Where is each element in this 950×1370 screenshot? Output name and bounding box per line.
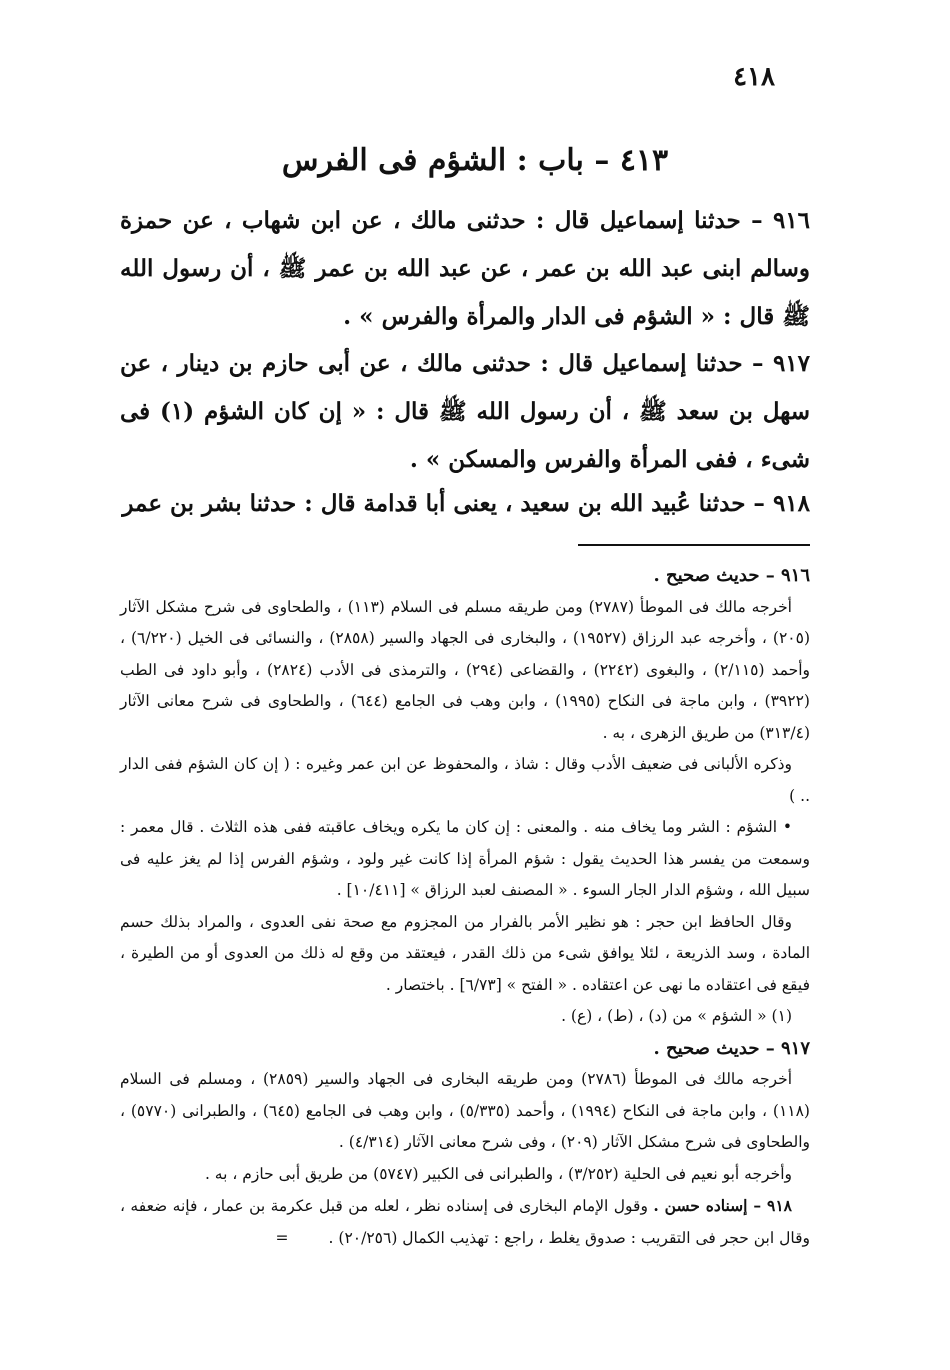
footnote-918-text: وقول الإمام البخارى فى إسناده نظر ، لعله من قبل عكرمة بن عمار ، فإنه ضعفه ، وقال ابن حجر فى التقريب : صدوق يغلط ، راجع : تهذيب الكمال (٢٠/٢٥٦) . [120,1197,810,1247]
footnote-917-sources-2: وأخرجه أبو نعيم فى الحلية (٣/٢٥٢) ، والطبرانى فى الكبير (٥٧٤٧) من طريق أبى حازم ، به . [204,1164,792,1183]
footnote-917-heading: ٩١٧ – حديث صحيح . [653,1037,810,1059]
footnote-916-heading: ٩١٦ – حديث صحيح . [653,565,810,586]
footnote-916-albani: وذكره الألبانى فى ضعيف الأدب وقال : شاذ ، والمحفوظ عن ابن عمر وغيره : ( إن كان الشؤم ففى الدار .. ) [120,755,810,805]
footnote-917-sources: أخرجه مالك فى الموطأ (٢٧٨٦) ومن طريقه البخارى فى الجهاد والسير (٢٨٥٩) ، ومسلم فى السلام (١١٨) ، وابن ماجة فى النكاح (١٩٩٤) ، وأحمد (٥/٣٣٥) ، وابن وهب فى الجامع (٦٤٥) ، والطبرانى (٥٧٧٠) ، والطحاوى فى شرح مشكل الآثار (٢٠٩) ، وفى شرح معانى الآثار (٤/٣١٤) . [120,1070,810,1151]
footnote-916-explanation: • الشؤم : الشر وما يخاف منه . والمعنى : إن كان ما يكره ويخاف عاقبته ففى هذه الثلاث . قال معمر : وسمعت من يفسر هذا الحديث يقول : شؤم المرأة إذا كانت غير ولود ، وشؤم الفرس إذا لم يغز عليه فى سبيل الله ، وشؤم الدار الجار السوء . « المصنف لعبد الرزاق » [١٠/٤١١] . [120,818,810,899]
chapter-title: ٤١٣ – باب : الشؤم فى الفرس [281,143,669,178]
hadith-918: ٩١٨ – حدثنا عُبيد الله بن سعيد ، يعنى أبا قدامة قال : حدثنا بشر بن عمر [122,490,810,517]
footnotes-section [120,560,810,1254]
footnote-manuscript-note: (١) « الشؤم » من (د) ، (ط) ، (ع) . [561,1007,792,1025]
footnote-918-heading: ٩١٨ – إسناده حسن . [653,1196,792,1215]
footnote-divider [578,544,810,546]
hadith-917: ٩١٧ – حدثنا إسماعيل قال : حدثنى مالك ، عن أبى حازم بن دينار ، عن سهل بن سعد ﷺ ، أن رسول الله ﷺ قال : « إن كان الشؤم (١) فى شىء ، ففى المرأة والفرس والمسكن » . [120,350,810,473]
footnote-916-sources: أخرجه مالك فى الموطأ (٢٧٨٧) ومن طريقه مسلم فى السلام (١١٣) ، والطحاوى فى شرح مشكل الآثار (٢٠٥) ، وأخرجه عبد الرزاق (١٩٥٢٧) ، والبخارى فى الجهاد والسير (٢٨٥٨) ، والنسائى فى الخيل (٦/٢٢٠) ، وأحمد (٢/١١٥) ، والبغوى (٢٢٤٢) ، والقضاعى (٢٩٤) ، والترمذى فى الأدب (٢٨٢٤) ، وأبو داود فى الطب (٣٩٢٢) ، وابن ماجة فى النكاح (١٩٩٥) ، وابن وهب فى الجامع (٦٤٤) ، والطحاوى فى شرح معانى الآثار (٣١٣/٤) من طريق الزهرى ، به . [120,597,811,742]
continuation-mark: = [275,1228,289,1247]
footnote-916-ibn-hajar: وقال الحافظ ابن حجر : هو نظير الأمر بالفرار من المجزوم مع صحة نفى العدوى ، والمراد بذلك حسم المادة ، وسد الذريعة ، لئلا يوافق شىء من ذلك القدر ، فيعتقد من وقع له ذلك من العدوى أو من الطيرة ، فيقع فى اعتقاده ما نهى عن اعتقاده . « الفتح » [٦/٧٣] . باختصار . [120,912,810,994]
footnote-918 [120,1190,810,1254]
hadith-916: ٩١٦ – حدثنا إسماعيل قال : حدثنى مالك ، عن ابن شهاب ، عن حمزة وسالم ابنى عبد الله بن عمر ، عن عبد الله بن عمر ﷺ ، أن رسول الله ﷺ قال : « الشؤم فى الدار والمرأة والفرس » . [120,207,810,330]
page-number: ٤١٨ [733,62,775,92]
